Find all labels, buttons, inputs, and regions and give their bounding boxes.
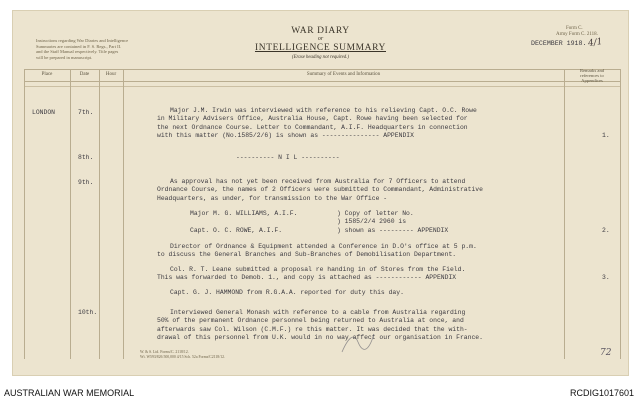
form-ref-1: Form C.: [566, 26, 583, 31]
remarks-line-2: references to: [580, 73, 604, 78]
letter-ref-line-1: ) Copy of letter No.: [337, 210, 414, 217]
table-top-rule: [24, 69, 620, 70]
col-header-date: Date: [79, 72, 90, 77]
printer-note-line-2: Wt. W593/826 500,000 4/15 Sch. 52a Forms/C2118/12.: [140, 355, 226, 359]
appendix-ref-3: 3.: [602, 274, 610, 281]
date-7th: 7th.: [78, 109, 94, 116]
entry-7th-line-4: with this matter (No.1585/2/6) is shown as --------------- APPENDIX: [157, 132, 414, 140]
appendix-ref-2: 2.: [602, 227, 610, 234]
col-divider-place: [70, 69, 71, 359]
instructions-line-1: Instructions regarding War Diaries and Intelligence: [36, 38, 129, 43]
entry-9th-leane-line-2: This was forwarded to Demob. 1., and copy is attached as ------------ APPENDIX: [157, 274, 457, 282]
table-header-rule-2: [24, 86, 620, 87]
title-or: or: [317, 36, 324, 42]
printer-note-line-1: W. & S. Ltd. Forms/C. 2118/12.: [140, 350, 189, 354]
entry-8th-nil: ---------- N I L ----------: [236, 154, 340, 161]
form-ref-2: Army Form C. 2118.: [556, 32, 598, 37]
col-divider-date: [99, 69, 100, 359]
entry-9th-conference-line-1: Director of Ordnance & Equipment attended a Conference in D.O's office at 5 p.m.: [170, 243, 477, 250]
appendix-ref-1: 1.: [602, 132, 610, 139]
diary-subtitle: INTELLIGENCE SUMMARY: [254, 43, 386, 53]
remarks-line-1: Remarks and: [579, 68, 605, 73]
letter-ref-line-3: ) shown as --------- APPENDIX: [337, 226, 449, 234]
letter-ref-line-2: ) 1585/2/4 2960 is: [337, 218, 407, 226]
entry-9th-conference-line-2: to discuss the General Branches and Sub-Branches of Demobilisation Department.: [157, 251, 457, 259]
entry-10th-line-2: 50% of the permanent Ordnance personnel being returned to Australia at once, and: [157, 317, 464, 325]
entry-10th-line-4: drawal of this personnel from U.K. would in no way affect our organisation in France.: [157, 334, 483, 342]
entry-9th-line-2: Ordnance Course, the names of 2 Officers were submitted to Commandant, Administrative: [157, 186, 483, 194]
col-header-place: Place: [41, 72, 53, 77]
entry-7th-line-2: in Military Advisers Office, Australia House, Capt. Rowe having been selected for: [157, 115, 468, 123]
footer-bar: [0, 378, 640, 405]
col-header-summary: Summary of Events and Information: [306, 72, 381, 77]
col-divider-hour: [123, 69, 124, 359]
corner-pencil-mark: 72: [600, 348, 612, 358]
diary-month: DECEMBER 1918.: [531, 40, 587, 47]
entry-9th-line-1: As approval has not yet been received from Australia for 7 Officers to attend: [170, 178, 466, 185]
entry-7th-line-3: the next Ordnance Course. Letter to Commandant, A.I.F. Headquarters in connection: [157, 123, 468, 131]
col-divider-summary: [564, 69, 565, 359]
diary-title: WAR DIARY: [291, 26, 350, 36]
entry-7th-line-1: Major J.M. Irwin was interviewed with reference to his relieving Capt. O.C. Rowe: [170, 107, 477, 114]
remarks-line-3: Appendices: [581, 78, 603, 83]
footer-institution: AUSTRALIAN WAR MEMORIAL: [4, 388, 135, 398]
table-right-border: [620, 69, 621, 359]
entry-9th-line-3: Headquarters, as under, for transmission to the War Office -: [157, 194, 388, 202]
table-header-rule: [24, 81, 620, 82]
table-left-border: [24, 69, 25, 359]
date-9th: 9th.: [78, 179, 94, 186]
entry-9th-leane-line-1: Col. R. T. Leane submitted a proposal re handing in of Stores from the Field.: [170, 266, 466, 273]
diary-sheet: [12, 10, 629, 376]
instructions-line-4: will be prepared in manuscript.: [36, 54, 93, 60]
instructions-line-2: Summaries are contained in F. S. Regs., Part II.: [36, 43, 122, 49]
instructions-line-3: and the Staff Manual respectively. Title pages: [36, 49, 119, 54]
page-number-handwritten: 4/1: [587, 37, 604, 49]
handwritten-mark-icon: [338, 328, 378, 356]
entry-10th-line-1: Interviewed General Monash with reference to a cable from Australia regarding: [170, 309, 466, 316]
entry-9th-hammond: Capt. G. J. HAMMOND from R.G.A.A. reported for duty this day.: [170, 289, 404, 296]
col-header-remarks: [564, 68, 620, 83]
officer-rowe: Capt. O. C. ROWE, A.I.F.: [190, 227, 283, 234]
date-10th: 10th.: [78, 309, 98, 316]
col-header-hour: Hour: [105, 72, 117, 77]
erase-note: (Erase heading not required.): [292, 55, 349, 60]
date-8th: 8th.: [78, 154, 94, 161]
entry-10th-line-3: afterwards saw Col. Wilson (C.M.F.) re this matter. It was decided that the with-: [157, 325, 468, 333]
footer-record-id: RCDIG1017601: [569, 388, 634, 398]
officer-williams: Major M. G. WILLIAMS, A.I.F.: [190, 210, 298, 217]
place-london: LONDON: [32, 109, 56, 116]
